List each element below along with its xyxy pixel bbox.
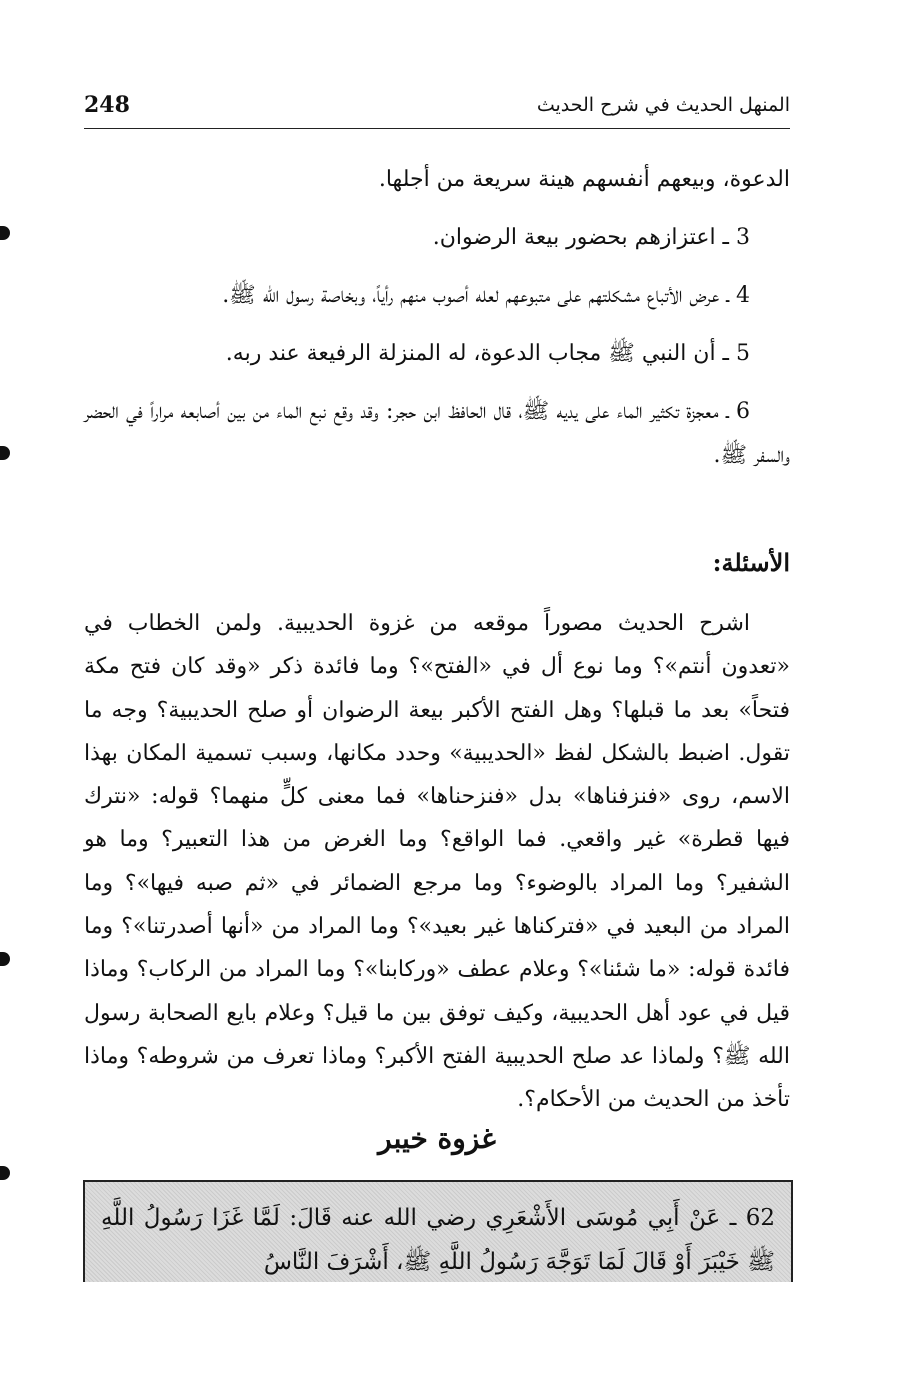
margin-mark bbox=[0, 1166, 10, 1180]
body-text bbox=[84, 158, 790, 492]
paragraph: 3 ـ اعتزازهم بحضور بيعة الرضوان. bbox=[432, 225, 750, 250]
page-header bbox=[84, 92, 790, 129]
questions-text: اشرح الحديث مصوراً موقعه من غزوة الحديبية. ولمن الخطاب في «تعدون أنتم»؟ وما نوع أل في «الفتح»؟ وما فائدة ذكر «وقد كان فتح مكة فتحاً» بعد ما قبلها؟ وهل الفتح الأكبر بيعة الرضوان أو صلح الحديبية؟ وجه ما تقول. اضبط بالشكل لفظ «الحديبية» وحدد مكانها، وسبب تسمية المكان بهذا الاسم، روى «فنزفناها» بدل «فنزحناها» فما معنى كلٍّ منهما؟ قوله: «نترك فيها قطرة» غير واقعي. فما الواقع؟ وما الغرض من هذا التعبير؟ وما هو الشفير؟ وما المراد بالوضوء؟ وما مرجع الضمائر في «ثم صبه فيها»؟ وما المراد من البعيد في «فتركناها غير بعيد»؟ وما المراد من «أنها أصدرتنا»؟ وما فائدة قوله: «ما شئنا»؟ وعلام عطف «وركابنا»؟ وما المراد من الركاب؟ وماذا قيل في عود أهل الحديبية، وكيف توفق بين ما قيل؟ وعلام بايع الصحابة رسول الله ﷺ؟ ولماذا عد صلح الحديبية الفتح الأكبر؟ وماذا تعرف من شروطه؟ وماذا تأخذ من الحديث من الأحكام؟. bbox=[84, 611, 791, 1113]
margin-mark bbox=[0, 226, 10, 240]
questions-heading: الأسئلة: bbox=[712, 548, 790, 577]
margin-mark bbox=[0, 952, 10, 966]
paragraph: 5 ـ أن النبي ﷺ مجاب الدعوة، له المنزلة الرفيعة عند ربه. bbox=[225, 341, 750, 366]
page-number: 248 bbox=[84, 92, 130, 118]
hadith-box bbox=[83, 1180, 793, 1282]
section-title: غزوة خيبر bbox=[378, 1122, 496, 1155]
running-title: المنهل الحديث في شرح الحديث bbox=[536, 94, 790, 116]
paragraph: 4 ـ عرض الأتباع مشكلتهم على متبوعهم لعله أصوب منهم رأياً، وبخاصة رسول الله ﷺ. bbox=[222, 283, 750, 308]
margin-mark bbox=[0, 446, 10, 460]
paragraph: الدعوة، وبيعهم أنفسهم هينة سريعة من أجلها. bbox=[378, 167, 790, 192]
paragraph: 6 ـ معجزة تكثير الماء على يديه ﷺ، قال الحافظ ابن حجر: وقد وقع نبع الماء من بين أصابعه مراراً في الحضر والسفر ﷺ. bbox=[84, 399, 790, 468]
hadith-text: 62 ـ عَنْ أَبِي مُوسَى الأَشْعَرِي رضي الله عنه قَالَ: لَمَّا غَزَا رَسُولُ اللَّهِ ﷺ خَيْبَرَ أَوْ قَالَ لَمَا تَوَجَّهَ رَسُولُ اللَّهِ ﷺ، أَشْرَفَ النَّاسُ bbox=[101, 1205, 775, 1275]
